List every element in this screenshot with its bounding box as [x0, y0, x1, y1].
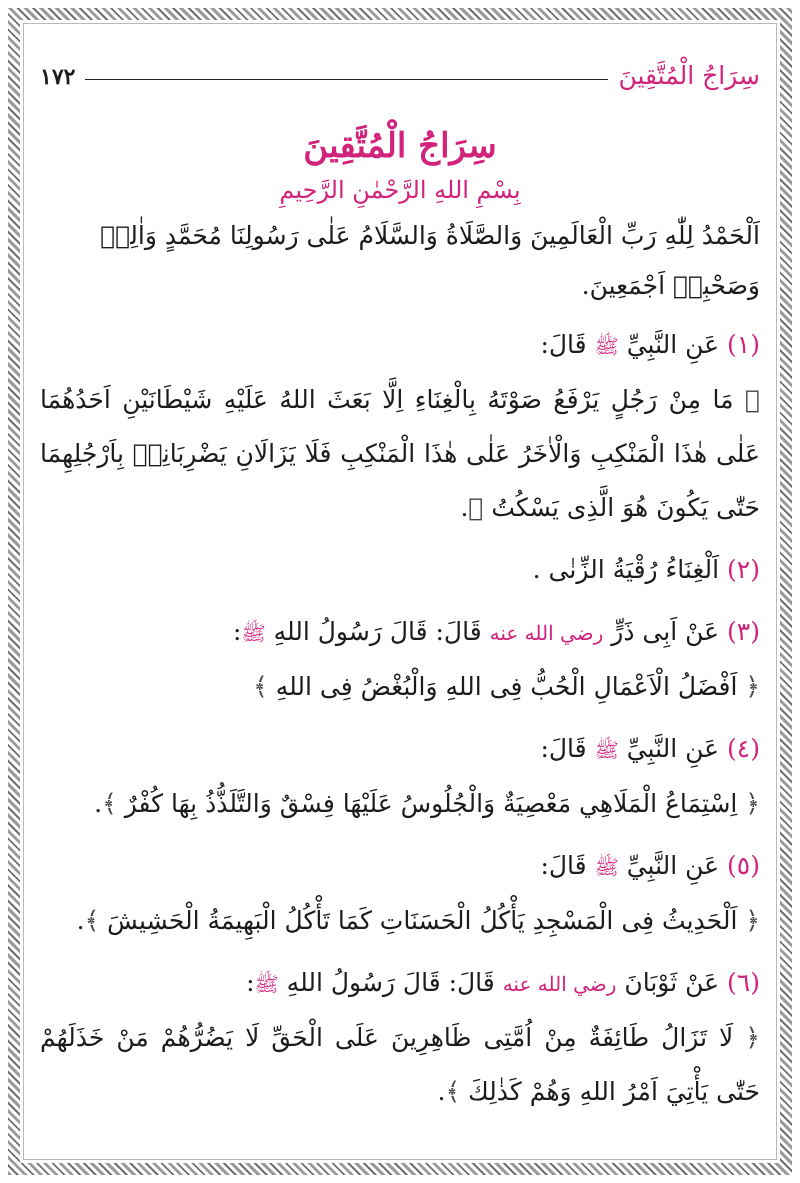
hadith-4: [40, 722, 760, 831]
hadith-head: [40, 839, 760, 894]
hadith-said: قَالَ: قَالَ رَسُولُ اللهِ: [286, 967, 495, 997]
hadith-text: ﴿ لَا تَزَالُ طَائِفَةٌ مِنْ اُمَّتِى ظَاهِرِينَ عَلَى الْحَقِّ لَا يَضُرُّهُمْ مَنْ خَذَلَهُمْ حَتّٰى يَأْتِيَ اَمْرُ اللهِ وَهُمْ كَذٰلِكَ ﴾.: [40, 1022, 760, 1106]
hadith-number: (١): [727, 329, 760, 359]
page: [40, 40, 760, 1140]
hadith-head: [40, 318, 760, 373]
hadith-text: ﴿ اَلْحَدِيثُ فِى الْمَسْجِدِ يَأْكُلُ الْحَسَنَاتِ كَمَا تَأْكُلُ الْبَهِيمَةُ الْحَشِيشَ ﴾.: [76, 905, 760, 935]
hadith-body: اَلْغِنَاءُ رُقْيَةُ الزِّنٰى .: [532, 554, 720, 584]
running-header: [40, 40, 760, 92]
hadith-number: (٣): [727, 616, 760, 646]
page-number: ١٧٢: [40, 64, 76, 90]
hadith-body: اَفْضَلُ الْاَعْمَالِ الْحُبُّ فِى اللهِ وَالْبُغْضُ فِى اللهِ: [275, 671, 738, 701]
close-bracket: ﴾: [102, 788, 117, 818]
prophet-honorific: ﷺ: [594, 333, 619, 358]
hadith-number: (٦): [727, 967, 760, 997]
open-bracket: ﴿: [745, 788, 760, 818]
hadith-body: اَلْحَدِيثُ فِى الْمَسْجِدِ يَأْكُلُ الْحَسَنَاتِ كَمَا تَأْكُلُ الْبَهِيمَةُ الْحَشِيشَ: [107, 905, 738, 935]
hadith-head: [40, 722, 760, 777]
hadith-body: مَا مِنْ رَجُلٍ يَرْفَعُ صَوْتَهُ بِالْغِنَاءِ اِلَّا بَعَثَ اللهُ عَلَيْهِ شَيْطَانَيْنِ اَحَدُهُمَا عَلٰى هٰذَا الْمَنْكِبِ وَالْاٰخَرُ عَلٰى هٰذَا الْمَنْكِبِ فَلَا يَزَالَانِ يَضْرِبَانِهٖ بِاَرْجُلِهِمَا حَتّٰى يَكُونَ هُوَ الَّذِى يَسْكُتُ: [40, 384, 760, 522]
intro-line-2: وَصَحْبِهٖ اَجْمَعِينَ.: [581, 270, 760, 300]
hadith-narration: عَنِ النَّبِيِّ: [626, 329, 720, 359]
page-title: سِرَاجُ الْمُتَّقِينَ: [303, 126, 497, 166]
hadith-said: قَالَ:: [540, 850, 587, 880]
basmala: بِسْمِ اللهِ الرَّحْمٰنِ الرَّحِيمِ: [279, 175, 521, 204]
hadith-text: ﴿ اِسْتِمَاعُ الْمَلَاهِي مَعْصِيَةٌ وَالْجُلُوسُ عَلَيْهَا فِسْقٌ وَالتَّلَذُّذُ بِهَا كُفْرٌ ﴾.: [94, 788, 760, 818]
hadith-head: [40, 605, 760, 660]
open-bracket: ﴿: [744, 384, 760, 414]
hadith-body: اِسْتِمَاعُ الْمَلَاهِي مَعْصِيَةٌ وَالْجُلُوسُ عَلَيْهَا فِسْقٌ وَالتَّلَذُّذُ بِهَا كُفْرٌ: [124, 788, 738, 818]
hadith-head: [40, 543, 760, 597]
hadith-head: [40, 956, 760, 1011]
hadith-3: [40, 605, 760, 714]
hadith-1: [40, 318, 760, 535]
hadith-number: (٥): [727, 850, 760, 880]
hadith-narration: عَنْ اَبِى ذَرٍّ: [611, 616, 720, 646]
intro-line-1: اَلْحَمْدُ لِلّٰهِ رَبِّ الْعَالَمِينَ وَالصَّلَاةُ وَالسَّلَامُ عَلٰى رَسُولِنَا مُحَمَّدٍ وَاٰلِهٖ: [100, 220, 760, 250]
open-bracket: ﴿: [745, 905, 760, 935]
hadith-number: (٢): [727, 554, 760, 584]
hadith-text: ﴿ مَا مِنْ رَجُلٍ يَرْفَعُ صَوْتَهُ بِالْغِنَاءِ اِلَّا بَعَثَ اللهُ عَلَيْهِ شَيْطَانَيْنِ اَحَدُهُمَا عَلٰى هٰذَا الْمَنْكِبِ وَالْاٰخَرُ عَلٰى هٰذَا الْمَنْكِبِ فَلَا يَزَالَانِ يَضْرِبَانِهٖ بِاَرْجُلِهِمَا حَتّٰى يَكُونَ هُوَ الَّذِى يَسْكُتُ ﴾.: [40, 384, 760, 522]
prophet-honorific: ﷺ: [241, 620, 266, 645]
companion-honorific: رضي الله عنه: [502, 971, 617, 996]
hadith-2: [40, 543, 760, 597]
hadith-colon: :: [246, 967, 255, 997]
hadith-narration: عَنِ النَّبِيِّ: [626, 733, 720, 763]
hadith-text: [40, 660, 760, 714]
open-bracket: ﴿: [745, 671, 760, 701]
hadith-6: [40, 956, 760, 1119]
prophet-honorific: ﷺ: [594, 854, 619, 879]
hadith-number: (٤): [727, 733, 760, 763]
hadith-said: قَالَ:: [540, 733, 587, 763]
close-bracket: ﴾: [468, 492, 484, 522]
close-bracket: ﴾: [84, 905, 100, 935]
prophet-honorific: ﷺ: [254, 971, 279, 996]
header-rule: [85, 79, 608, 80]
hadith-narration: عَنِ النَّبِيِّ: [626, 850, 720, 880]
companion-honorific: رضي الله عنه: [489, 620, 604, 645]
hadith-5: [40, 839, 760, 948]
close-bracket: ﴾: [445, 1076, 461, 1106]
close-bracket: ﴾: [253, 671, 268, 701]
running-title: سِرَاجُ الْمُتَّقِينَ: [618, 61, 760, 90]
hadith-said: قَالَ:: [540, 329, 587, 359]
open-bracket: ﴿: [745, 1022, 760, 1052]
hadith-body: لَا تَزَالُ طَائِفَةٌ مِنْ اُمَّتِى ظَاهِرِينَ عَلَى الْحَقِّ لَا يَضُرُّهُمْ مَنْ خَذَلَهُمْ حَتّٰى يَأْتِيَ اَمْرُ اللهِ وَهُمْ كَذٰلِكَ: [40, 1022, 760, 1106]
hadith-colon: :: [233, 616, 242, 646]
hadith-said: قَالَ: قَالَ رَسُولُ اللهِ: [273, 616, 482, 646]
prophet-honorific: ﷺ: [594, 737, 619, 762]
hadith-narration: عَنْ ثَوْبَانَ: [624, 967, 720, 997]
